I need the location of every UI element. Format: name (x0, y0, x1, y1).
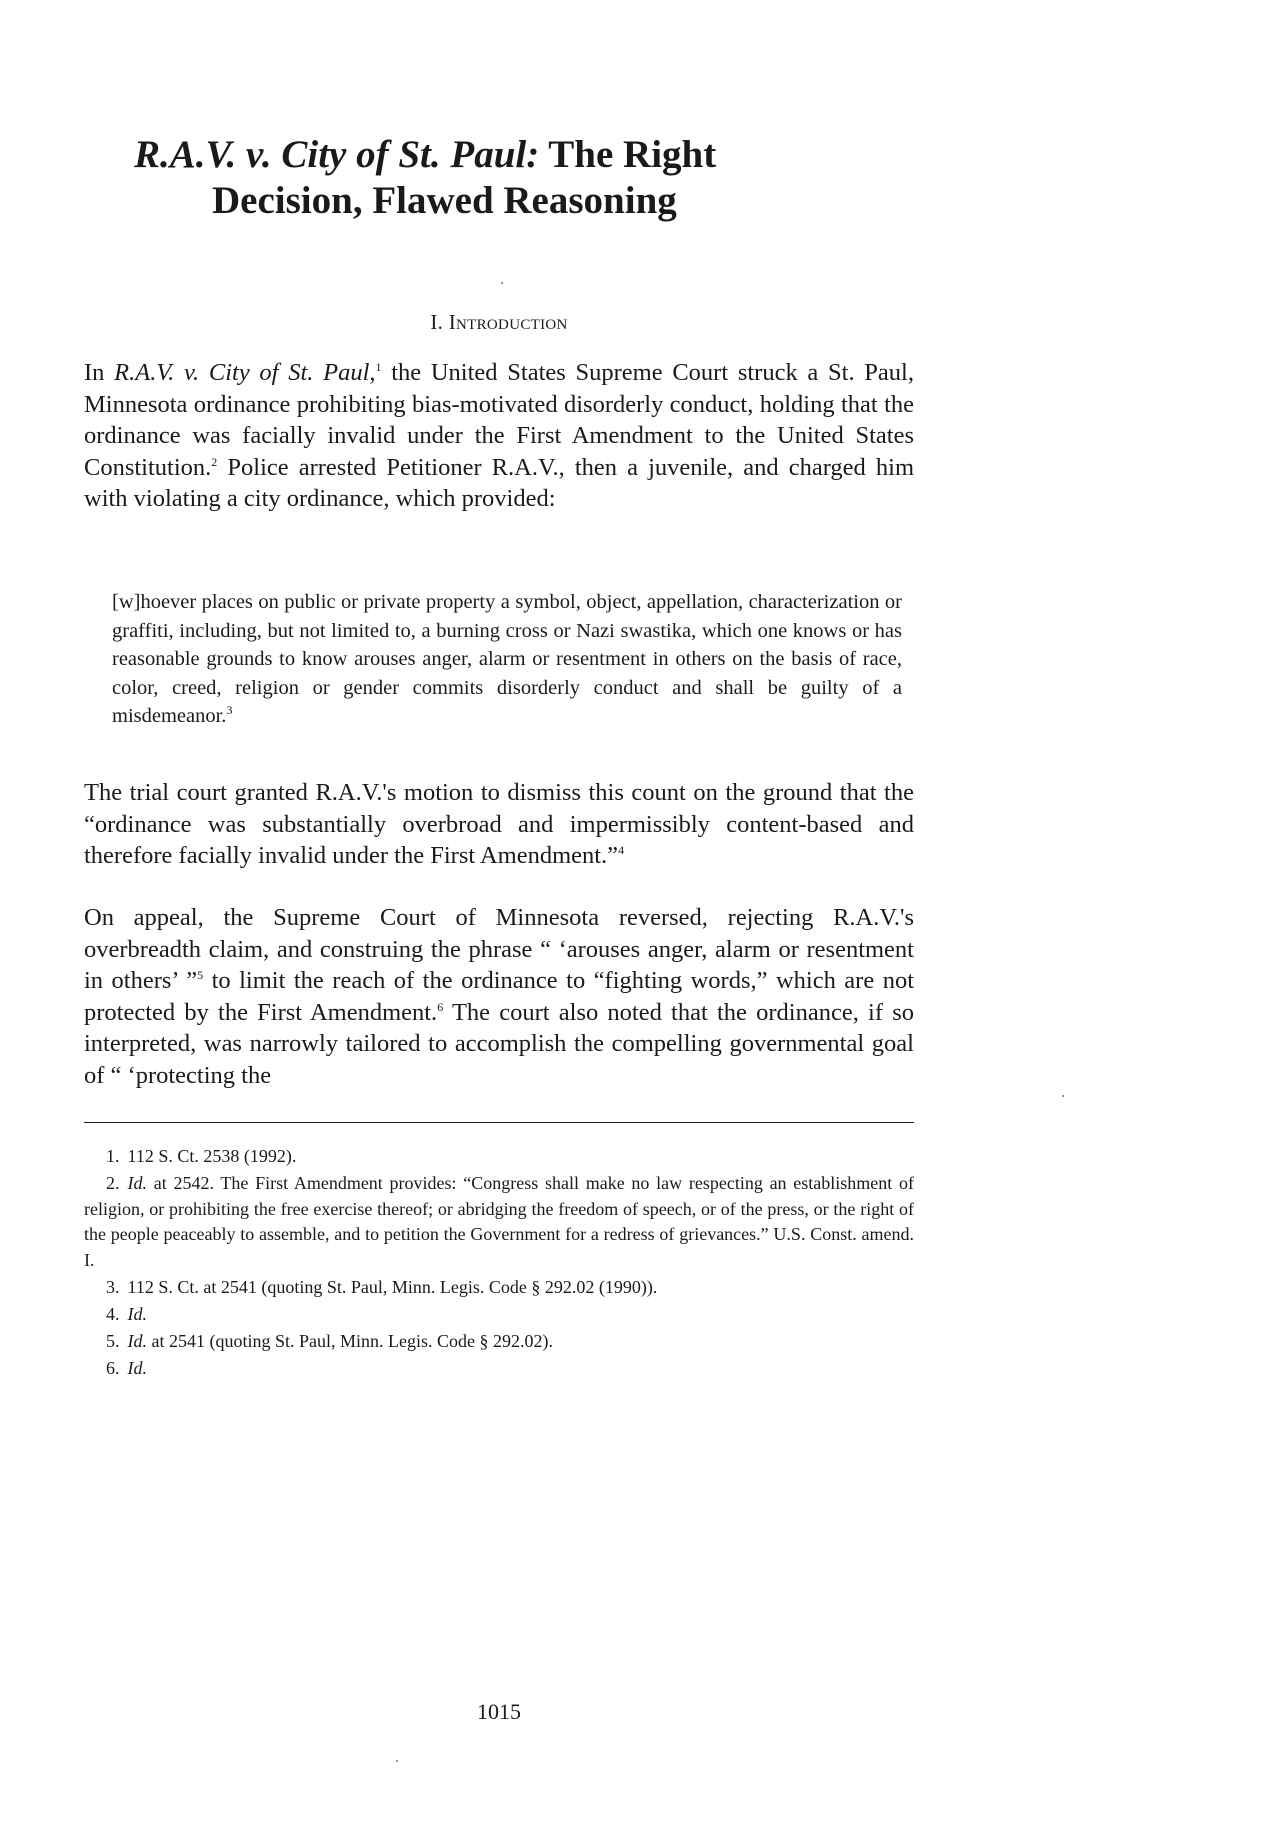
footnote-4 (84, 1302, 914, 1328)
scan-speck (1062, 1095, 1064, 1097)
page-number: 1015 (477, 1699, 521, 1724)
footnote-1 (84, 1144, 914, 1170)
footnote-ref-4: 4 (618, 843, 625, 858)
footnote-ref-6: 6 (437, 999, 444, 1014)
footnote-number: 2. (106, 1173, 120, 1193)
footnote-text: at 2542. The First Amendment provides: “Congress shall make no law respecting an establishment of religion, or prohibiting the free exercise thereof; or abridging the freedom of speech, or of the press, or the right of the people peaceably to assemble, and to petition the Government for a redress of grievances.” U.S. Const. amend. I. (84, 1173, 914, 1270)
footnote-number: 3. (106, 1276, 120, 1297)
footnote-3 (84, 1275, 914, 1301)
footnote-6 (84, 1356, 914, 1382)
paragraph-trial-court-text: The trial court granted R.A.V.'s motion to dismiss this count on the ground that the “ordinance was substantially overbroad and impermissibly content-based and therefore facially invalid under the First Amendment.” (84, 779, 914, 870)
paragraph-appeal (84, 902, 914, 1092)
footnote-id: Id. (127, 1303, 147, 1324)
footnotes-list (84, 1144, 914, 1383)
section-heading (84, 310, 914, 335)
article-title (134, 132, 904, 224)
title-case-name: R.A.V. v. City of St. Paul: (134, 133, 540, 176)
footnote-ref-3: 3 (226, 703, 233, 718)
paragraph-appeal-text-a: On appeal, the Supreme Court of Minnesota reversed, rejecting R.A.V.'s overbreadth claim, and construing the phrase “ ‘arouses anger, alarm or resentment in others’ ” (84, 904, 914, 995)
footnote-text: 112 S. Ct. 2538 (1992). (127, 1146, 297, 1166)
ordinance-quote-text: [w]hoever places on public or private property a symbol, object, appellation, characterization or graffiti, including, but not limited to, a burning cross or Nazi swastika, which one knows or has reasonable grounds to know arouses anger, alarm or resentment in others on the basis of race, color, creed, religion or gender commits disorderly conduct and shall be guilty of a misdemeanor. (112, 591, 902, 727)
section-numeral: I. (430, 310, 444, 334)
paragraph-intro-text-a: the United States Supreme Court struck a St. Paul, Minnesota ordinance prohibiting bias-motivated disorderly conduct, holding that the ordinance was facially invalid under the First Amendment to the United States Constitution. (84, 359, 914, 481)
footnote-ref-5: 5 (197, 968, 204, 983)
footnote-ref-1: 1 (375, 359, 382, 374)
footnote-text: at 2541 (quoting St. Paul, Minn. Legis. Code § 292.02). (147, 1330, 553, 1351)
paragraph-intro-lead: In (84, 359, 115, 386)
footnote-number: 6. (106, 1357, 120, 1378)
footnote-id: Id. (127, 1173, 147, 1193)
section-label: Introduction (448, 310, 568, 334)
title-line-2: Decision, Flawed Reasoning (212, 179, 677, 222)
paragraph-intro-text-b: Police arrested Petitioner R.A.V., then a juvenile, and charged him with violating a city ordinance, which provided: (84, 453, 914, 513)
paragraph-appeal-text-c: The court also noted that the ordinance, if so interpreted, was narrowly tailored to accomplish the compelling governmental goal of “ ‘protecting the (84, 998, 914, 1089)
ordinance-block-quote (112, 588, 902, 731)
footnote-number: 5. (106, 1330, 120, 1351)
footnote-ref-2: 2 (211, 454, 218, 469)
title-line-1 (134, 132, 904, 178)
title-rest: The Right (539, 133, 717, 176)
paragraph-trial-court (84, 777, 914, 872)
paragraph-appeal-text-b: to limit the reach of the ordinance to “fighting words,” which are not protected by the First Amendment. (84, 967, 915, 1026)
footnote-divider (84, 1122, 914, 1123)
footnote-5 (84, 1329, 914, 1355)
footnote-number: 4. (106, 1303, 120, 1324)
footnote-text: 112 S. Ct. at 2541 (quoting St. Paul, Minn. Legis. Code § 292.02 (1990)). (127, 1276, 658, 1297)
footnote-id: Id. (127, 1330, 147, 1351)
document-page (84, 0, 914, 1825)
footnote-id: Id. (127, 1357, 147, 1378)
paragraph-intro (84, 357, 914, 515)
footnote-number: 1. (106, 1146, 120, 1166)
scan-speck (501, 282, 503, 284)
paragraph-intro-case-name: R.A.V. v. City of St. Paul, (114, 359, 376, 386)
footnote-2 (84, 1171, 914, 1273)
scan-speck (396, 1760, 398, 1762)
